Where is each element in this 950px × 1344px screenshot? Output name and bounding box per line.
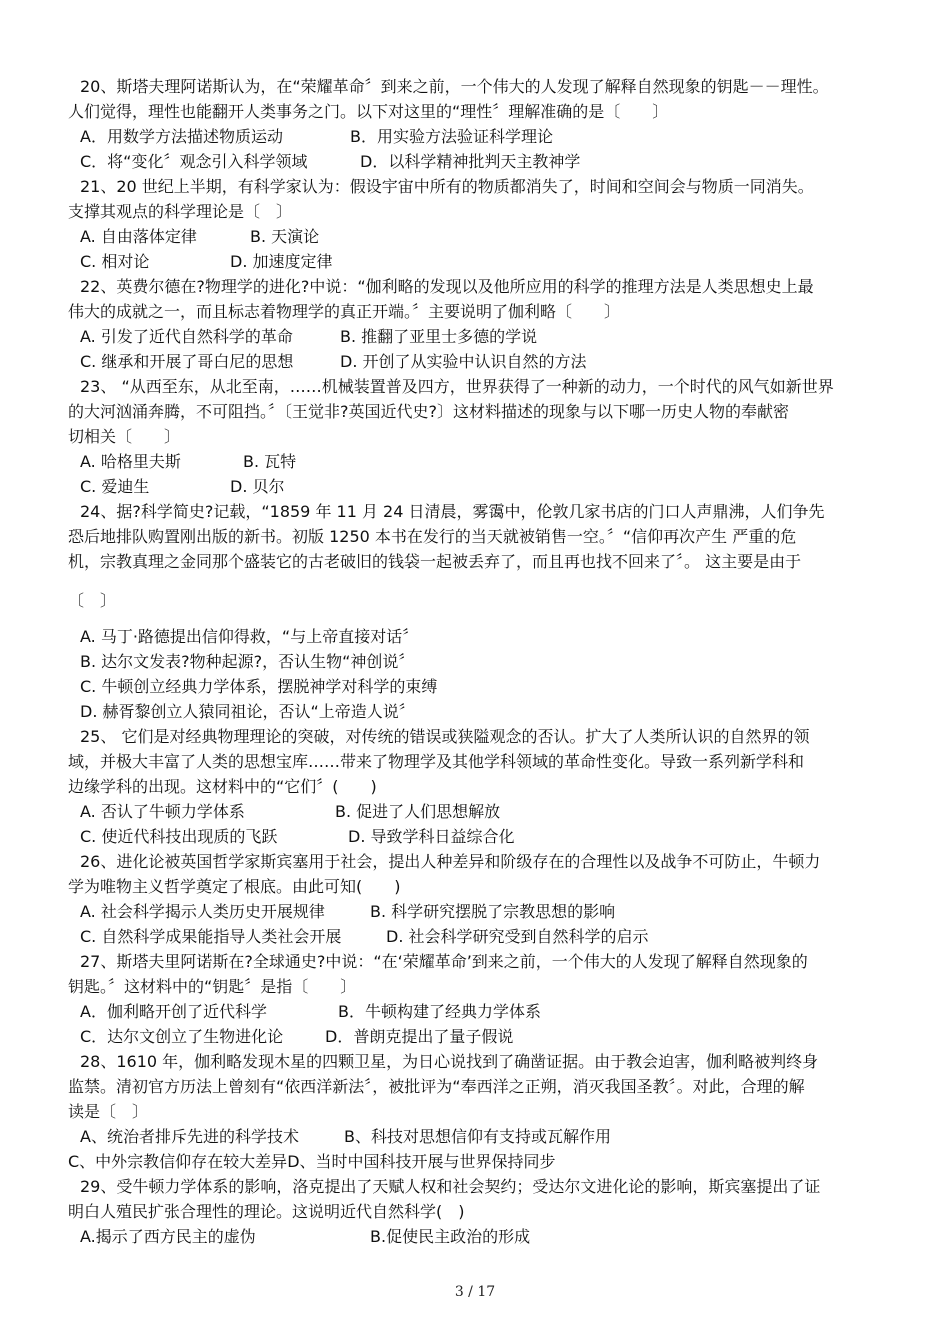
page-number: 3 / 17 [454,1284,496,1300]
q28-options-cd [68,1149,886,1174]
q23-option-d: D. 贝尔 [230,477,285,496]
q29-stem-line1: 29、受牛顿力学体系的影响，洛克提出了天赋人权和社会契约；受达尔文进化论的影响，斯宾塞提出了证 [80,1177,821,1196]
q22-option-d: D. 开创了从实验中认识自然的方法 [340,352,587,371]
q23-stem-line2: 的大河汹涌奔腾，不可阻挡。〞〔王觉非?英国近代史?〕这材料描述的现象与以下哪一历史人物的奉献密 [68,402,789,421]
q21-option-a: A. 自由落体定律 [80,227,197,246]
q28-stem-line3: 读是〔 〕 [68,1102,149,1121]
q24-option-d: D. 赫胥黎创立人猿同祖论，否认“上帝造人说〞 [80,702,415,721]
q25-option-a: A. 否认了牛顿力学体系 [80,802,245,821]
q24-option-a: A. 马丁·路德提出信仰得救，“与上帝直接对话〞 [80,627,419,646]
q22-options-cd [68,349,886,374]
q28-options-ab [68,1124,886,1149]
q24-stem-line3: 机，宗教真理之金同那个盛装它的古老破旧的钱袋一起被丢弃了，而且再也找不回来了〞。 这主要是由于 [68,552,802,571]
q21-option-b: B. 天演论 [250,227,320,246]
q24-option-b: B. 达尔文发表?物种起源?，否认生物“神创说〞 [80,652,415,671]
q23-option-b: B. 瓦特 [243,452,297,471]
q27-stem-line2: 钥匙。〞这材料中的“钥匙〞是指〔 〕 [68,977,357,996]
q21-options-cd [68,249,886,274]
q22-option-c: C. 继承和开展了哥白尼的思想 [80,352,294,371]
q22-stem-line2: 伟大的成就之一，而且标志着物理学的真正开端。〞主要说明了伽利略〔 〕 [68,302,621,321]
q20-options-ab [68,124,886,149]
q26-options-ab [68,899,886,924]
q20-option-b: B．用实验方法验证科学理论 [350,127,553,146]
q27-options-cd [68,1024,886,1049]
question-list [68,74,886,1249]
q20-stem-line1: 20、斯塔夫理阿诺斯认为，在“荣耀革命〞到来之前，一个伟大的人发现了解释自然现象的钥匙－－理性。 [80,77,829,96]
q24-stem-line4: 〔 〕 [68,591,117,610]
q20-options-cd [68,149,886,174]
q20-option-d: D．以科学精神批判天主教神学 [360,152,581,171]
q25-options-ab [68,799,886,824]
q26-option-c: C. 自然科学成果能指导人类社会开展 [80,927,342,946]
q25-option-b: B. 促进了人们思想解放 [335,802,501,821]
q25-option-d: D. 导致学科日益综合化 [348,827,515,846]
q27-option-c: C．达尔文创立了生物进化论 [80,1027,284,1046]
q25-option-c: C. 使近代科技出现质的飞跃 [80,827,278,846]
q22-option-a: A. 引发了近代自然科学的革命 [80,327,293,346]
q20-option-c: C．将“变化〞观念引入科学领域 [80,152,308,171]
q21-option-c: C. 相对论 [80,252,150,271]
q25-stem-line1: 25、 它们是对经典物理理论的突破，对传统的错误或狭隘观念的否认。扩大了人类所认识的自然界的领 [80,727,810,746]
q23-options-ab [68,449,886,474]
q24-option-c: C. 牛顿创立经典力学体系，摆脱神学对科学的束缚 [80,677,438,696]
q25-stem-line3: 边缘学科的出现。这材料中的“它们〞( ) [68,777,377,796]
q26-option-b: B. 科学研究摆脱了宗教思想的影响 [370,902,616,921]
q23-stem-line3: 切相关〔 〕 [68,427,181,446]
q24-stem-line2: 恐后地排队购置刚出版的新书。初版 1250 本书在发行的当天就被销售一空。〞“信仰再次产生 严重的危 [68,527,797,546]
q24-stem-line1: 24、据?科学简史?记载，“1859 年 11 月 24 日清晨，雾霭中，伦敦几家书店的门口人声鼎沸，人们争先 [80,502,825,521]
q28-option-d: D、当时中国科技开展与世界保持同步 [287,1152,556,1171]
q29-options-ab [68,1224,886,1249]
q29-option-a: A.揭示了西方民主的虚伪 [80,1227,256,1246]
q22-stem-line1: 22、英费尔德在?物理学的进化?中说：“伽利略的发现以及他所应用的科学的推理方法是人类思想史上最 [80,277,814,296]
q20-stem-line2: 人们觉得，理性也能翻开人类事务之门。以下对这里的“理性〞理解准确的是〔 〕 [68,102,669,121]
q29-stem-line2: 明白人殖民扩张合理性的理论。这说明近代自然科学( ) [68,1202,465,1221]
q25-stem-line2: 域，并极大丰富了人类的思想宝库……带来了物理学及其他学科领域的革命性变化。导致一系列新学科和 [68,752,805,771]
q26-stem-line2: 学为唯物主义哲学奠定了根底。由此可知( ) [68,877,401,896]
q25-options-cd [68,824,886,849]
q26-option-a: A. 社会科学揭示人类历史开展规律 [80,902,325,921]
q23-option-c: C. 爱迪生 [80,477,150,496]
q26-option-d: D. 社会科学研究受到自然科学的启示 [386,927,649,946]
q21-options-ab [68,224,886,249]
q26-stem-line1: 26、进化论被英国哲学家斯宾塞用于社会，提出人种差异和阶级存在的合理性以及战争不可防止，牛顿力 [80,852,821,871]
q29-option-b: B.促使民主政治的形成 [370,1227,531,1246]
q28-stem-line1: 28、1610 年，伽利略发现木星的四颗卫星，为日心说找到了确凿证据。由于教会迫害，伽利略被判终身 [80,1052,819,1071]
q28-option-c: C、中外宗教信仰存在较大差异 [68,1152,288,1171]
q28-stem-line2: 监禁。清初官方历法上曾刻有“依西洋新法〞，被批评为“奉西洋之正朔，消灭我国圣教〞。对此，合理的解 [68,1077,805,1096]
q20-option-a: A．用数学方法描述物质运动 [80,127,283,146]
q27-options-ab [68,999,886,1024]
q27-stem-line1: 27、斯塔夫里阿诺斯在?全球通史?中说：“在‘荣耀革命’到来之前，一个伟大的人发现了解释自然现象的 [80,952,808,971]
q22-options-ab [68,324,886,349]
q23-option-a: A. 哈格里夫斯 [80,452,181,471]
q28-option-b: B、科技对思想信仰有支持或瓦解作用 [344,1127,611,1146]
q26-options-cd [68,924,886,949]
q22-option-b: B. 推翻了亚里士多德的学说 [340,327,538,346]
q27-option-d: D．普朗克提出了量子假说 [325,1027,514,1046]
q21-option-d: D. 加速度定律 [230,252,333,271]
q28-option-a: A、统治者排斥先进的科学技术 [80,1127,299,1146]
q23-options-cd [68,474,886,499]
q27-option-b: B．牛顿构建了经典力学体系 [338,1002,541,1021]
q21-stem-line2: 支撑其观点的科学理论是〔 〕 [68,202,293,221]
q21-stem-line1: 21、20 世纪上半期，有科学家认为：假设宇宙中所有的物质都消失了，时间和空间会与物质一同消失。 [80,177,814,196]
q27-option-a: A．伽利略开创了近代科学 [80,1002,267,1021]
q23-stem-line1: 23、 “从西至东，从北至南，……机械装置普及四方，世界获得了一种新的动力，一个时代的风气如新世界 [80,377,834,396]
